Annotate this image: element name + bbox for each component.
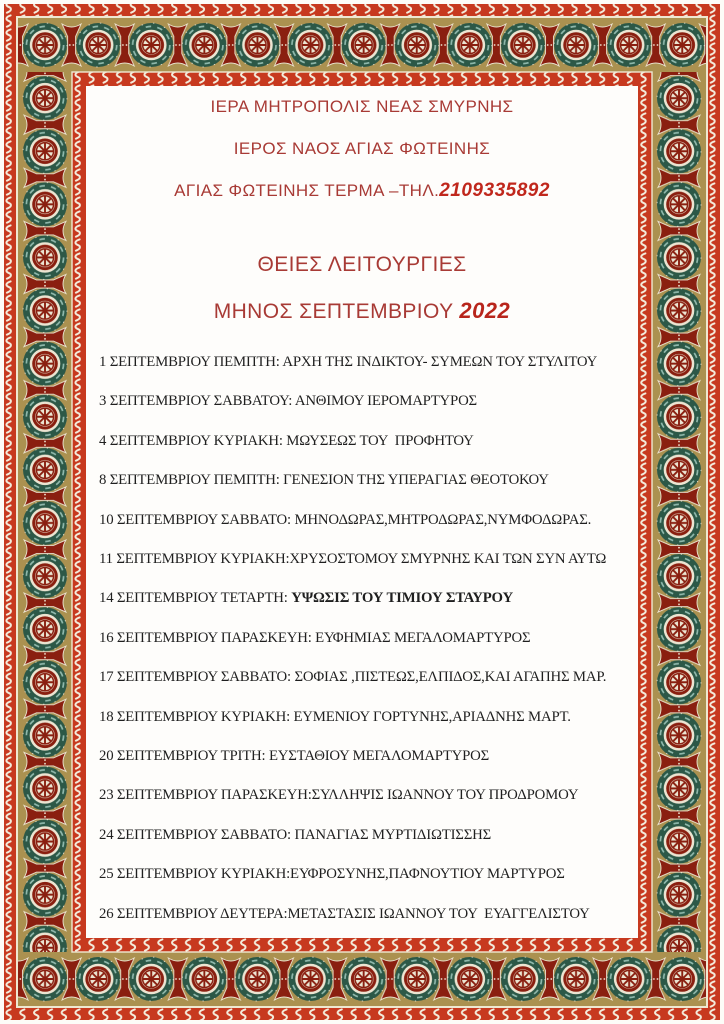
liturgy-entry [99,540,638,579]
liturgy-entry [99,422,638,461]
liturgy-entry [99,776,638,815]
entry-text: 1 ΣΕΠΤΕΜΒΡΙΟΥ ΠΕΜΠΤΗ: ΑΡΧΗ ΤΗΣ ΙΝΔΙΚΤΟΥ- ΣΥΜΕΩΝ ΤΟΥ ΣΤΥΛΙΤΟΥ [99,354,598,370]
entry-feast-bold-text: ΥΨΩΣΙΣ ΤΟΥ ΤΙΜΙΟΥ ΣΤΑΥΡΟΥ [291,590,513,607]
liturgy-entry [99,737,638,776]
header-metropolis: ΙΕΡΑ ΜΗΤΡΟΠΟΛΙΣ ΝΕΑΣ ΣΜΥΡΝΗΣ [210,97,514,116]
entry-text: 23 ΣΕΠΤΕΜΒΡΙΟΥ ΠΑΡΑΣΚΕΥΗ:ΣΥΛΛΗΨΙΣ ΙΩΑΝΝΟΥ ΤΟΥ ΠΡΟΔΡΟΜΟΥ [99,787,579,804]
poster-content [86,86,638,938]
liturgy-entry [99,579,638,618]
liturgy-entry [99,698,638,737]
poster-title-line2 [86,288,638,335]
liturgy-entry [99,855,638,894]
entry-text: 18 ΣΕΠΤΕΜΒΡΙΟΥ ΚΥΡΙΑΚΗ: ΕΥΜΕΝΙΟΥ ΓΟΡΤΥΝΗΣ,ΑΡΙΑΔΝΗΣ ΜΑΡΤ. [99,708,571,725]
liturgy-entry [99,461,638,500]
liturgy-entry [99,895,638,934]
entry-text: 25 ΣΕΠΤΕΜΒΡΙΟΥ ΚΥΡΙΑΚΗ:ΕΥΦΡΟΣΥΝΗΣ,ΠΑΦΝΟΥΤΙΟΥ ΜΑΡΤΥΡΟΣ [99,866,565,883]
title-year: 2022 [459,298,511,323]
liturgy-list [86,343,638,934]
liturgy-entry [99,343,638,382]
phone-number: 2109335892 [439,180,550,201]
liturgy-entry [99,382,638,421]
header-address-phone [86,170,638,212]
entry-text: 10 ΣΕΠΤΕΜΒΡΙΟΥ ΣΑΒΒΑΤΟ: ΜΗΝΟΔΩΡΑΣ,ΜΗΤΡΟΔΩΡΑΣ,ΝΥΜΦΟΔΩΡΑΣ. [99,511,592,528]
header-church: ΙΕΡΟΣ ΝΑΟΣ ΑΓΙΑΣ ΦΩΤΕΙΝΗΣ [233,139,491,158]
entry-text: 4 ΣΕΠΤΕΜΒΡΙΟΥ ΚΥΡΙΑΚΗ: ΜΩΥΣΕΩΣ ΤΟΥ ΠΡΟΦΗΤΟΥ [99,432,474,449]
liturgy-entry [99,619,638,658]
entry-text: 24 ΣΕΠΤΕΜΒΡΙΟΥ ΣΑΒΒΑΤΟ: ΠΑΝΑΓΙΑΣ ΜΥΡΤΙΔΙΩΤΙΣΣΗΣ [99,826,492,843]
entry-text: 14 ΣΕΠΤΕΜΒΡΙΟΥ ΤΕΤΑΡΤΗ: [99,590,292,607]
entry-text: 17 ΣΕΠΤΕΜΒΡΙΟΥ ΣΑΒΒΑΤΟ: ΣΟΦΙΑΣ ,ΠΙΣΤΕΩΣ,ΕΛΠΙΔΟΣ,ΚΑΙ ΑΓΑΠΗΣ ΜΑΡ. [99,669,607,686]
address-text: ΑΓΙΑΣ ΦΩΤΕΙΝΗΣ ΤΕΡΜΑ –ΤΗΛ. [174,181,440,200]
title-month-text: ΜΗΝΟΣ ΣΕΠΤΕΜΒΡΙΟΥ [213,300,460,323]
entry-text: 20 ΣΕΠΤΕΜΒΡΙΟΥ ΤΡΙΤΗ: ΕΥΣΤΑΘΙΟΥ ΜΕΓΑΛΟΜΑΡΤΥΡΟΣ [99,748,490,765]
poster-title-line1: ΘΕΙΕΣ ΛΕΙΤΟΥΡΓΙΕΣ [257,253,467,276]
liturgy-entry [99,501,638,540]
entry-text: 8 ΣΕΠΤΕΜΒΡΙΟΥ ΠΕΜΠΤΗ: ΓΕΝΕΣΙΟΝ ΤΗΣ ΥΠΕΡΑΓΙΑΣ ΘΕΟΤΟΚΟΥ [99,472,549,489]
entry-text: 11 ΣΕΠΤΕΜΒΡΙΟΥ ΚΥΡΙΑΚΗ:ΧΡΥΣΟΣΤΟΜΟΥ ΣΜΥΡΝΗΣ ΚΑΙ ΤΩΝ ΣΥΝ ΑΥΤΩ [99,551,607,568]
liturgy-entry [99,816,638,855]
entry-text: 3 ΣΕΠΤΕΜΒΡΙΟΥ ΣΑΒΒΑΤΟΥ: ΑΝΘΙΜΟΥ ΙΕΡΟΜΑΡΤΥΡΟΣ [99,393,477,410]
entry-text: 16 ΣΕΠΤΕΜΒΡΙΟΥ ΠΑΡΑΣΚΕΥΗ: ΕΥΦΗΜΙΑΣ ΜΕΓΑΛΟΜΑΡΤΥΡΟΣ [99,629,531,646]
entry-text: 26 ΣΕΠΤΕΜΒΡΙΟΥ ΔΕΥΤΕΡΑ:ΜΕΤΑΣΤΑΣΙΣ ΙΩΑΝΝΟΥ ΤΟΥ ΕΥΑΓΓΕΛΙΣΤΟΥ [99,905,590,922]
liturgy-entry [99,658,638,697]
